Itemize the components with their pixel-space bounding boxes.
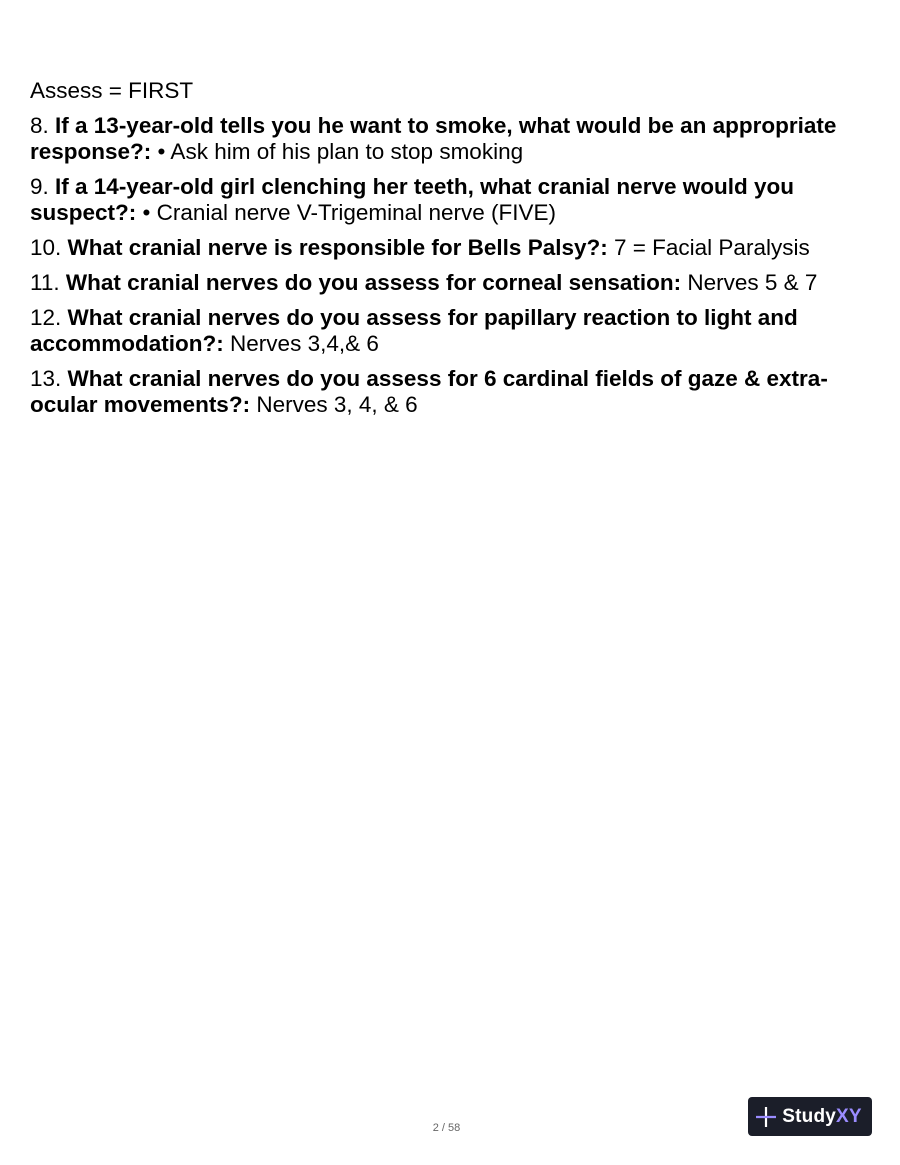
- qa-item-13: [30, 366, 875, 418]
- question-text: If a 14-year-old girl clenching her teeth, what cranial nerve would you suspect?:: [30, 174, 794, 225]
- item-number: 10.: [30, 235, 62, 260]
- item-number: 11.: [30, 270, 60, 295]
- studyxy-logo[interactable]: [748, 1097, 872, 1136]
- question-text: What cranial nerves do you assess for 6 cardinal fields of gaze & extra-ocular movements?:: [30, 366, 828, 417]
- qa-item-10: [30, 235, 875, 261]
- question-text: What cranial nerves do you assess for papillary reaction to light and accommodation?:: [30, 305, 798, 356]
- logo-wordmark: [782, 1106, 862, 1128]
- logo-study-text: Study: [782, 1105, 837, 1127]
- qa-item-11: [30, 270, 875, 296]
- logo-xy-text: XY: [836, 1105, 862, 1127]
- qa-item-8: [30, 113, 875, 165]
- document-body: [30, 78, 875, 427]
- question-text: If a 13-year-old tells you he want to smoke, what would be an appropriate response?:: [30, 113, 837, 164]
- item-number: 13.: [30, 366, 62, 391]
- answer-text: Nerves 5 & 7: [687, 270, 818, 295]
- answer-text: • Ask him of his plan to stop smoking: [157, 139, 524, 164]
- answer-text: 7 = Facial Paralysis: [614, 235, 810, 260]
- question-text: What cranial nerve is responsible for Bells Palsy?:: [67, 235, 608, 260]
- answer-text: Nerves 3, 4, & 6: [256, 392, 418, 417]
- intro-text: Assess = FIRST: [30, 78, 194, 103]
- page-number: 2 / 58: [432, 1122, 461, 1134]
- qa-item-9: [30, 174, 875, 226]
- qa-item-12: [30, 305, 875, 357]
- item-number: 8.: [30, 113, 49, 138]
- item-number: 12.: [30, 305, 62, 330]
- question-text: What cranial nerves do you assess for corneal sensation:: [65, 270, 682, 295]
- plus-icon: [754, 1105, 778, 1129]
- item-number: 9.: [30, 174, 49, 199]
- answer-text: • Cranial nerve V-Trigeminal nerve (FIVE): [142, 200, 556, 225]
- answer-text: Nerves 3,4,& 6: [230, 331, 379, 356]
